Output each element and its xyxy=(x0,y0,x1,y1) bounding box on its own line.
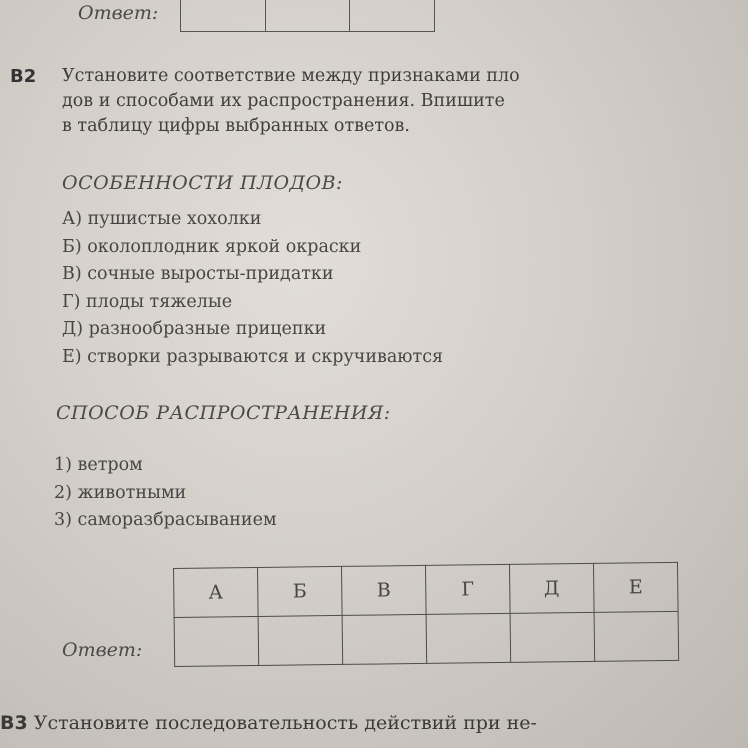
next-task-text: Установите последовательность действий при не- xyxy=(33,712,537,734)
answer-table xyxy=(173,562,679,667)
answer-cell-a[interactable] xyxy=(174,616,259,666)
answer-column-header: Б xyxy=(257,566,342,616)
features-list xyxy=(62,206,443,371)
feature-item: Д) разнообразные прицепки xyxy=(62,319,327,339)
method-item: 2) животными xyxy=(54,482,187,503)
previous-answer-table xyxy=(180,0,435,32)
features-heading: ОСОБЕННОСТИ ПЛОДОВ: xyxy=(62,172,343,194)
previous-answer-cell[interactable] xyxy=(181,0,266,32)
answer-cell-e[interactable] xyxy=(594,611,679,661)
answer-column-header: А xyxy=(174,567,259,617)
task-number: В2 xyxy=(10,66,37,87)
answer-column-header: Е xyxy=(593,562,678,612)
methods-list xyxy=(54,452,277,535)
next-task-number: В3 xyxy=(0,712,28,734)
answer-cell-g[interactable] xyxy=(426,613,511,663)
task-line: дов и способами их распространения. Впишите xyxy=(62,91,505,111)
previous-answer-cell[interactable] xyxy=(265,0,350,32)
next-task xyxy=(0,712,537,734)
previous-answer-cell[interactable] xyxy=(350,0,435,32)
feature-item: Б) околоплодник яркой окраски xyxy=(62,236,362,257)
answer-cell-v[interactable] xyxy=(342,614,427,664)
task-instructions xyxy=(62,64,662,139)
task-line: в таблицу цифры выбранных ответов. xyxy=(62,116,410,136)
feature-item: А) пушистые хохолки xyxy=(62,209,262,229)
feature-item: В) сочные выросты-придатки xyxy=(62,264,334,284)
answer-column-header: В xyxy=(341,565,426,615)
feature-item: Е) створки разрываются и скручиваются xyxy=(62,346,444,367)
feature-item: Г) плоды тяжелые xyxy=(62,291,233,312)
answer-column-header: Г xyxy=(425,564,510,614)
answer-cell-d[interactable] xyxy=(510,612,595,662)
answer-label: Ответ: xyxy=(62,639,143,661)
answer-cell-b[interactable] xyxy=(258,615,343,665)
methods-heading: СПОСОБ РАСПРОСТРАНЕНИЯ: xyxy=(56,402,391,424)
task-line: Установите соответствие между признаками пло xyxy=(62,66,520,86)
previous-answer-label: Ответ: xyxy=(78,2,159,24)
method-item: 3) саморазбрасыванием xyxy=(54,510,277,530)
method-item: 1) ветром xyxy=(54,455,143,475)
answer-column-header: Д xyxy=(509,563,594,613)
